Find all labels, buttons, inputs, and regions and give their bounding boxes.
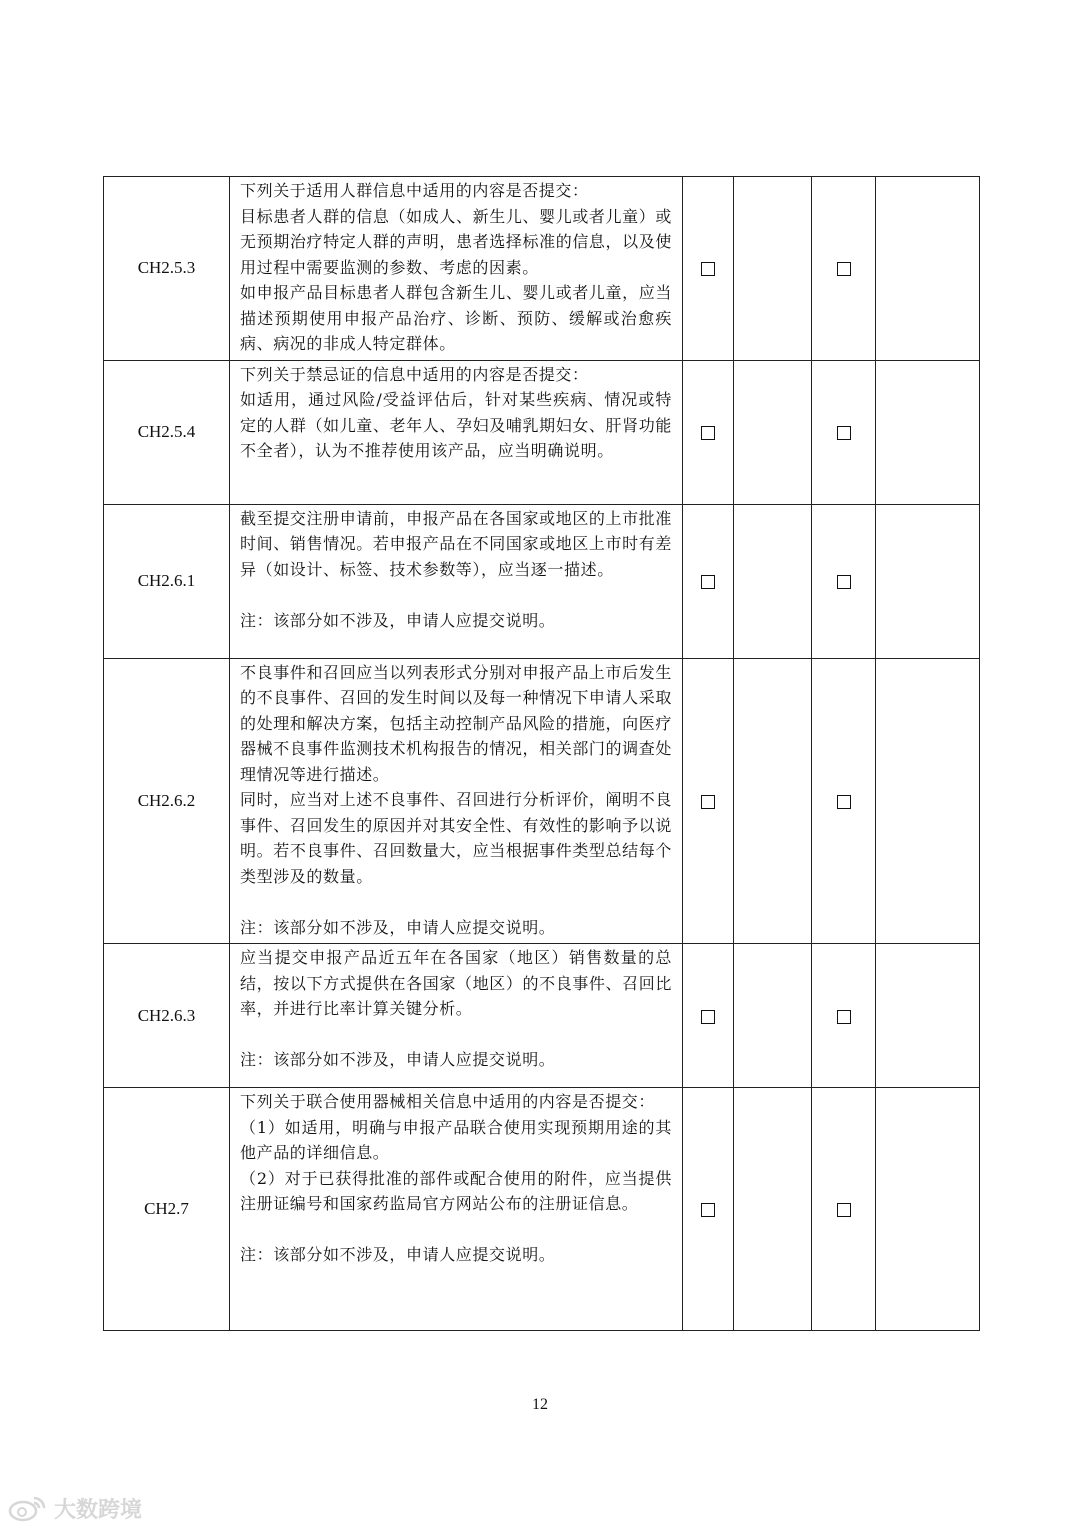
checkbox[interactable] xyxy=(837,795,851,809)
description-line: 注：该部分如不涉及，申请人应提交说明。 xyxy=(240,610,556,630)
item-code: CH2.6.2 xyxy=(104,658,230,944)
empty-cell-a xyxy=(734,360,812,504)
empty-cell-b xyxy=(876,504,980,658)
page-number: 12 xyxy=(532,1396,548,1413)
empty-cell-b xyxy=(876,360,980,504)
empty-cell-b xyxy=(876,1088,980,1331)
table-row xyxy=(104,658,980,944)
checklist-body xyxy=(104,177,980,1331)
description-line: 如适用，通过风险/受益评估后，针对某些疾病、情况或特定的人群（如儿童、老年人、孕妇及哺乳期妇女、肝肾功能不全者），认为不推荐使用该产品，应当明确说明。 xyxy=(240,390,672,460)
checklist-table xyxy=(103,176,980,1331)
checkbox[interactable] xyxy=(701,1010,715,1024)
table-row xyxy=(104,177,980,361)
checkbox-cell-b[interactable] xyxy=(812,504,876,658)
checkbox[interactable] xyxy=(837,1010,851,1024)
checkbox[interactable] xyxy=(837,426,851,440)
checkbox[interactable] xyxy=(837,1203,851,1217)
item-description xyxy=(230,360,683,504)
item-code: CH2.5.3 xyxy=(104,177,230,361)
checkbox-cell-b[interactable] xyxy=(812,658,876,944)
checkbox-cell-a[interactable] xyxy=(683,1088,734,1331)
empty-cell-b xyxy=(876,177,980,361)
checkbox-cell-a[interactable] xyxy=(683,360,734,504)
checkbox-cell-a[interactable] xyxy=(683,504,734,658)
description-line: 不良事件和召回应当以列表形式分别对申报产品上市后发生的不良事件、召回的发生时间以及每一种情况下申请人采取的处理和解决方案，包括主动控制产品风险的措施，向医疗器械不良事件监测技术机构报告的情况，相关部门的调查处理情况等进行描述。 xyxy=(240,662,672,784)
checkbox[interactable] xyxy=(701,795,715,809)
item-description xyxy=(230,944,683,1088)
description-line: 下列关于禁忌证的信息中适用的内容是否提交： xyxy=(240,364,589,384)
description-line: 注：该部分如不涉及，申请人应提交说明。 xyxy=(240,917,556,937)
item-code: CH2.6.1 xyxy=(104,504,230,658)
checkbox-cell-b[interactable] xyxy=(812,1088,876,1331)
checkbox[interactable] xyxy=(701,262,715,276)
description-line: 注：该部分如不涉及，申请人应提交说明。 xyxy=(240,1050,556,1069)
empty-cell-a xyxy=(734,1088,812,1331)
item-code: CH2.5.4 xyxy=(104,360,230,504)
checkbox[interactable] xyxy=(701,426,715,440)
description-line xyxy=(240,1217,672,1243)
description-line: （1）如适用，明确与申报产品联合使用实现预期用途的其他产品的详细信息。 xyxy=(240,1117,672,1162)
weibo-logo-icon xyxy=(8,1494,48,1522)
description-line: 目标患者人群的信息（如成人、新生儿、婴儿或者儿童）或无预期治疗特定人群的声明，患者选择标准的信息，以及使用过程中需要监测的参数、考虑的因素。 xyxy=(240,206,672,277)
table-row xyxy=(104,944,980,1088)
description-line: （2）对于已获得批准的部件或配合使用的附件，应当提供注册证编号和国家药监局官方网站公布的注册证信息。 xyxy=(240,1168,672,1213)
checkbox-cell-b[interactable] xyxy=(812,944,876,1088)
description-line: 下列关于适用人群信息中适用的内容是否提交： xyxy=(240,181,589,200)
checkbox-cell-b[interactable] xyxy=(812,360,876,504)
description-line: 同时，应当对上述不良事件、召回进行分析评价，阐明不良事件、召回发生的原因并对其安全性、有效性的影响予以说明。若不良事件、召回数量大，应当根据事件类型总结每个类型涉及的数量。 xyxy=(240,790,672,886)
item-code: CH2.6.3 xyxy=(104,944,230,1088)
checkbox-cell-a[interactable] xyxy=(683,658,734,944)
table-row xyxy=(104,360,980,504)
description-line xyxy=(240,1022,672,1048)
empty-cell-a xyxy=(734,504,812,658)
checkbox[interactable] xyxy=(701,575,715,589)
empty-cell-a xyxy=(734,177,812,361)
description-line xyxy=(240,582,672,608)
description-line xyxy=(240,889,672,915)
checkbox-cell-a[interactable] xyxy=(683,944,734,1088)
checkbox-cell-a[interactable] xyxy=(683,177,734,361)
empty-cell-b xyxy=(876,944,980,1088)
checkbox[interactable] xyxy=(837,262,851,276)
empty-cell-b xyxy=(876,658,980,944)
description-line: 注：该部分如不涉及，申请人应提交说明。 xyxy=(240,1245,556,1264)
checkbox[interactable] xyxy=(837,575,851,589)
watermark-text: 大数跨境 xyxy=(54,1497,143,1523)
description-line: 应当提交申报产品近五年在各国家（地区）销售数量的总结，按以下方式提供在各国家（地区）的不良事件、召回比率，并进行比率计算关键分析。 xyxy=(240,948,672,1018)
item-description xyxy=(230,1088,683,1331)
description-line: 如申报产品目标患者人群包含新生儿、婴儿或者儿童，应当描述预期使用申报产品治疗、诊断、预防、缓解或治愈疾病、病况的非成人特定群体。 xyxy=(240,283,672,353)
item-description xyxy=(230,504,683,658)
item-code: CH2.7 xyxy=(104,1088,230,1331)
checkbox[interactable] xyxy=(701,1203,715,1217)
empty-cell-a xyxy=(734,658,812,944)
description-line: 下列关于联合使用器械相关信息中适用的内容是否提交： xyxy=(240,1092,656,1111)
watermark xyxy=(8,1492,142,1524)
checkbox-cell-b[interactable] xyxy=(812,177,876,361)
description-line: 截至提交注册申请前，申报产品在各国家或地区的上市批准时间、销售情况。若申报产品在不同国家或地区上市时有差异（如设计、标签、技术参数等），应当逐一描述。 xyxy=(240,508,672,579)
table-row xyxy=(104,504,980,658)
table-row xyxy=(104,1088,980,1331)
empty-cell-a xyxy=(734,944,812,1088)
item-description xyxy=(230,177,683,361)
item-description xyxy=(230,658,683,944)
